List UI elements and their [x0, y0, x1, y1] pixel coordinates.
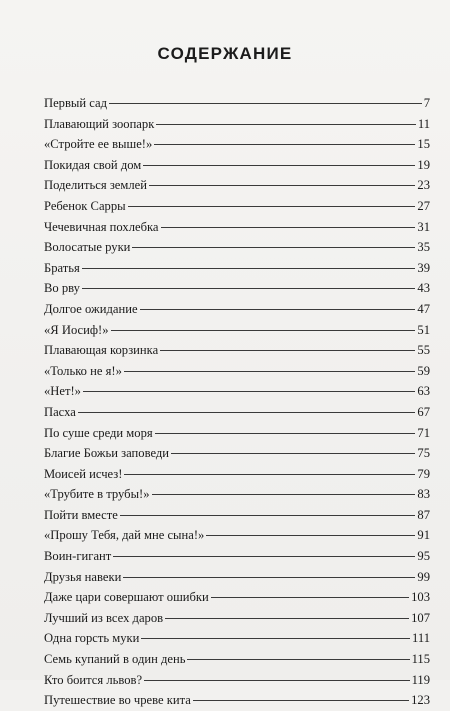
toc-entry-page-number: 95 [417, 549, 430, 564]
toc-entry [44, 340, 430, 361]
toc-leader-line [120, 514, 416, 516]
toc-leader-line [211, 596, 409, 598]
toc-entry-title: «Я Иосиф!» [44, 322, 109, 337]
toc-leader-line [124, 370, 416, 372]
toc-entry-page-number: 103 [411, 590, 430, 605]
toc-leader-line [111, 329, 416, 331]
toc-entry-page-number: 39 [417, 260, 430, 275]
toc-entry-page-number: 23 [417, 178, 430, 193]
toc-entry [44, 278, 430, 299]
toc-leader-line [161, 226, 416, 228]
toc-entry [44, 196, 430, 217]
toc-entry [44, 155, 430, 176]
toc-entry-title: Лучший из всех даров [44, 610, 164, 625]
toc-entry [44, 608, 430, 629]
toc-leader-line [128, 205, 416, 207]
toc-entry [44, 175, 430, 196]
toc-entry [44, 114, 430, 135]
toc-entry [44, 464, 430, 485]
toc-entry-page-number: 91 [417, 528, 430, 543]
toc-leader-line [193, 699, 409, 701]
toc-entry-title: Поделиться землей [44, 178, 147, 193]
toc-entry-title: Одна горсть муки [44, 631, 140, 646]
toc-entry-title: Волосатые руки [44, 240, 131, 255]
toc-entry-title: По суше среди моря [44, 425, 153, 440]
toc-leader-line [187, 658, 409, 660]
toc-entry-title: «Трубите в трубы!» [44, 487, 150, 502]
toc-entry-page-number: 71 [417, 425, 430, 440]
toc-entry [44, 443, 430, 464]
toc-entry-title: «Стройте ее выше!» [44, 137, 153, 152]
toc-entry-title: Плавающая корзинка [44, 343, 159, 358]
toc-entry-page-number: 47 [417, 301, 430, 316]
toc-leader-line [155, 432, 416, 434]
toc-entry-page-number: 51 [417, 322, 430, 337]
toc-entry-page-number: 87 [417, 507, 430, 522]
toc-leader-line [156, 123, 416, 125]
toc-entry [44, 484, 430, 505]
toc-entry-title: Пойти вместе [44, 507, 118, 522]
toc-leader-line [140, 308, 416, 310]
toc-leader-line [160, 349, 415, 351]
toc-entry [44, 423, 430, 444]
toc-entry-title: Моисей исчез! [44, 466, 123, 481]
toc-entry-page-number: 79 [417, 466, 430, 481]
toc-leader-line [165, 617, 409, 619]
toc-entry-page-number: 123 [411, 693, 430, 708]
toc-entry [44, 505, 430, 526]
toc-leader-line [123, 576, 415, 578]
toc-leader-line [113, 555, 415, 557]
toc-entry-page-number: 19 [417, 157, 430, 172]
toc-entry-title: Покидая свой дом [44, 157, 142, 172]
toc-entry-title: Плавающий зоопарк [44, 116, 155, 131]
toc-entry [44, 299, 430, 320]
toc-entry [44, 134, 430, 155]
toc-leader-line [83, 390, 415, 392]
toc-entry-title: Кто боится львов? [44, 672, 143, 687]
toc-entry-title: Братья [44, 260, 80, 275]
toc-entry-page-number: 115 [411, 652, 430, 667]
toc-entry [44, 402, 430, 423]
toc-entry-page-number: 75 [417, 446, 430, 461]
toc-entry [44, 690, 430, 711]
toc-leader-line [143, 164, 415, 166]
toc-entry-title: Первый сад [44, 96, 108, 110]
toc-leader-line [78, 411, 416, 413]
toc-leader-line [109, 102, 422, 104]
toc-entry-title: Пасха [44, 404, 76, 419]
toc-entry-title: «Только не я!» [44, 363, 122, 378]
toc-entry [44, 546, 430, 567]
toc-entry-page-number: 35 [417, 240, 430, 255]
toc-entry-title: Благие Божьи заповеди [44, 446, 170, 461]
toc-entry-title: Ребенок Сарры [44, 198, 126, 213]
toc-entry-page-number: 67 [417, 404, 430, 419]
toc-entry-page-number: 111 [412, 631, 430, 646]
toc-leader-line [171, 452, 415, 454]
toc-entry [44, 217, 430, 238]
toc-entry [44, 649, 430, 670]
toc-entry-title: Долгое ожидание [44, 301, 138, 316]
toc-entry-page-number: 7 [423, 96, 430, 110]
toc-leader-line [154, 143, 415, 145]
toc-leader-line [82, 267, 416, 269]
toc-entry-page-number: 107 [411, 610, 430, 625]
toc-entry [44, 587, 430, 608]
toc-leader-line [82, 287, 415, 289]
toc-entry-title: Семь купаний в один день [44, 652, 186, 667]
toc-entry-page-number: 59 [417, 363, 430, 378]
toc-leader-line [152, 493, 416, 495]
toc-entry-title: Воин-гигант [44, 549, 112, 564]
toc-entry-page-number: 55 [417, 343, 430, 358]
toc-entry-title: Во рву [44, 281, 80, 296]
toc-entry-page-number: 83 [417, 487, 430, 502]
toc-entry-page-number: 31 [417, 219, 430, 234]
toc-entry [44, 320, 430, 341]
toc-leader-line [206, 534, 415, 536]
page-title: СОДЕРЖАНИЕ [157, 44, 293, 63]
toc-entry-title: «Нет!» [44, 384, 81, 399]
toc-entry-page-number: 15 [417, 137, 430, 152]
toc-entry [44, 567, 430, 588]
toc-entry-page-number: 119 [411, 672, 430, 687]
toc-entry [44, 628, 430, 649]
toc-entry-title: Чечевичная похлебка [44, 219, 159, 234]
toc-leader-line [141, 637, 410, 639]
toc-entry-page-number: 99 [417, 569, 430, 584]
toc-entry-title: Даже цари совершают ошибки [44, 590, 209, 605]
toc-entry [44, 258, 430, 279]
toc-leader-line [124, 473, 415, 475]
toc-entry [44, 381, 430, 402]
toc-entry-page-number: 63 [417, 384, 430, 399]
toc-entry-title: «Прошу Тебя, дай мне сына!» [44, 528, 205, 543]
toc-entry [44, 93, 430, 114]
toc-entry-title: Друзья навеки [44, 569, 122, 584]
toc-leader-line [149, 184, 415, 186]
toc-entry-page-number: 43 [417, 281, 430, 296]
toc-leader-line [132, 246, 415, 248]
toc-entry-page-number: 11 [417, 116, 430, 131]
toc-entry [44, 361, 430, 382]
toc-entry [44, 525, 430, 546]
toc-entry [44, 237, 430, 258]
table-of-contents [44, 93, 430, 711]
toc-entry-page-number: 27 [417, 198, 430, 213]
toc-entry-title: Путешествие во чреве кита [44, 693, 191, 708]
